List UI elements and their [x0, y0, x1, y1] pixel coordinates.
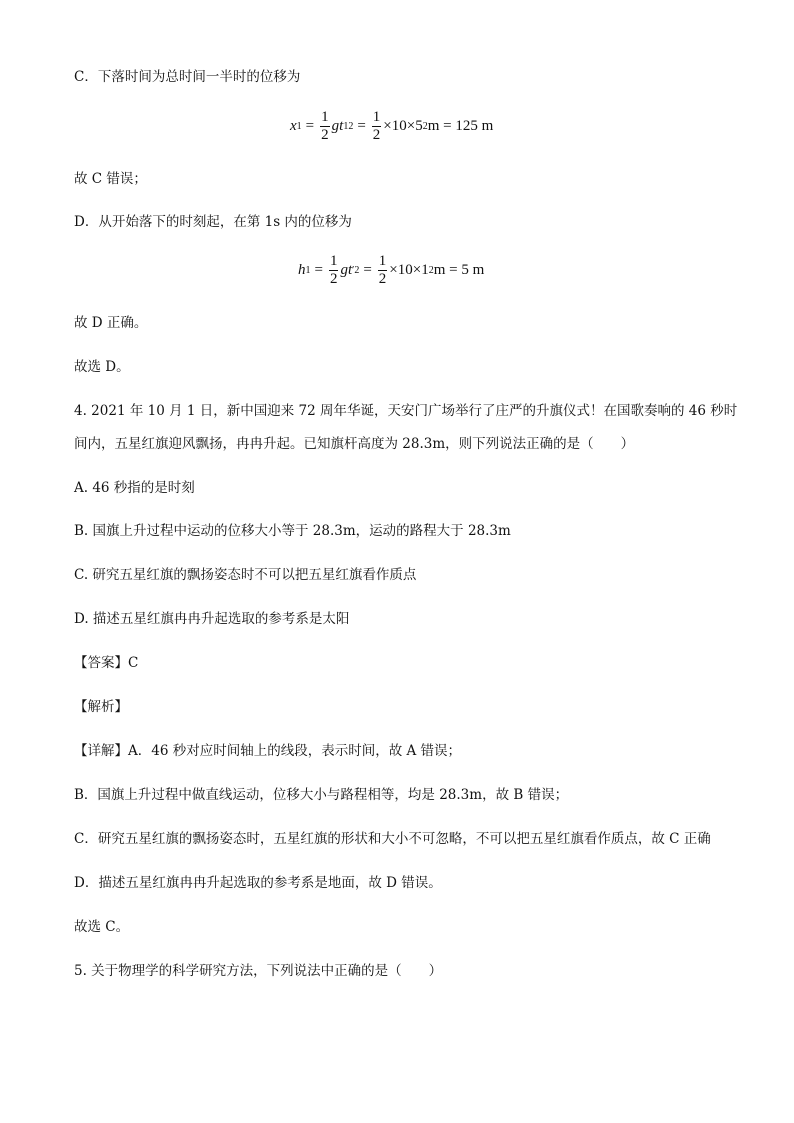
eq2-lhs-sub: 1 — [305, 264, 311, 276]
eq1-fraction-2: $\frac{1}{2}$ — [372, 108, 381, 143]
option-d: D. 描述五星红旗冉冉升起选取的参考系是太阳 — [74, 611, 350, 627]
eq2-result: m = 5 m — [433, 261, 485, 278]
line-choose-c: 故选 C。 — [74, 919, 130, 935]
equation-h1 — [298, 248, 484, 292]
eq1-times-expr: ×10×5 — [383, 117, 423, 134]
eq2-fraction-2: $\frac{1}{2}$ — [378, 252, 387, 287]
eq2-lhs: h — [298, 261, 306, 278]
eq2-equals-2: = — [363, 261, 372, 278]
question-5: 5. 关于物理学的科学研究方法，下列说法中正确的是（ ） — [74, 963, 443, 979]
eq2-t: t — [347, 261, 353, 278]
eq2-equals-1: = — [314, 261, 323, 278]
eq1-pow: 2 — [422, 120, 428, 132]
eq1-lhs-sub: 1 — [296, 120, 302, 132]
eq1-equals-2: = — [357, 117, 366, 134]
detail-a: 【详解】A．46 秒对应时间轴上的线段，表示时间，故 A 错误； — [74, 743, 462, 759]
line-choose-d: 故选 D。 — [74, 359, 130, 375]
question-4-line-2: 间内，五星红旗迎风飘扬，冉冉升起。已知旗杆高度为 28.3m，则下列说法正确的是（ ） — [74, 436, 635, 452]
eq1-t: t — [339, 117, 344, 134]
eq1-g: g — [331, 117, 340, 134]
option-a: A. 46 秒指的是时刻 — [74, 480, 195, 496]
question-4-line-1: 4. 2021 年 10 月 1 日，新中国迎来 72 周年华诞，天安门广场举行了庄严的升旗仪式！在国歌奏响的 46 秒时 — [74, 403, 738, 419]
eq1-lhs: x — [290, 117, 297, 134]
eq1-fraction-1: $\frac{1}{2}$ — [321, 108, 329, 143]
answer-label: 【答案】C — [74, 655, 139, 671]
analysis-label: 【解析】 — [74, 699, 128, 715]
eq1-t-sub: 1 — [343, 120, 349, 132]
detail-b: B．国旗上升过程中做直线运动，位移大小与路程相等，均是 28.3m，故 B 错误； — [74, 787, 569, 803]
equation-x1 — [290, 104, 493, 148]
option-b: B. 国旗上升过程中运动的位移大小等于 28.3m，运动的路程大于 28.3m — [74, 523, 511, 539]
detail-d: D．描述五星红旗冉冉升起选取的参考系是地面，故 D 错误。 — [74, 875, 442, 891]
option-c: C. 研究五星红旗的飘扬姿态时不可以把五星红旗看作质点 — [74, 567, 417, 583]
eq1-equals-1: = — [305, 117, 315, 134]
detail-c: C．研究五星红旗的飘扬姿态时，五星红旗的形状和大小不可忽略，不可以把五星红旗看作质点，故 C 正确 — [74, 831, 711, 847]
eq1-t-sup: 2 — [348, 120, 354, 132]
line-d-intro: D．从开始落下的时刻起，在第 1s 内的位移为 — [74, 214, 352, 230]
eq2-fraction-1: $\frac{1}{2}$ — [329, 252, 338, 287]
eq2-times-expr: ×10×1 — [389, 261, 429, 278]
line-c-intro: C．下落时间为总时间一半时的位移为 — [74, 69, 301, 85]
line-d-result: 故 D 正确。 — [74, 315, 148, 331]
eq2-pow: 2 — [428, 264, 434, 276]
eq2-g: g — [340, 261, 348, 278]
eq2-t-sup: ′2 — [352, 264, 360, 276]
line-c-result: 故 C 错误； — [74, 171, 147, 187]
eq1-result: m = 125 m — [427, 117, 494, 134]
